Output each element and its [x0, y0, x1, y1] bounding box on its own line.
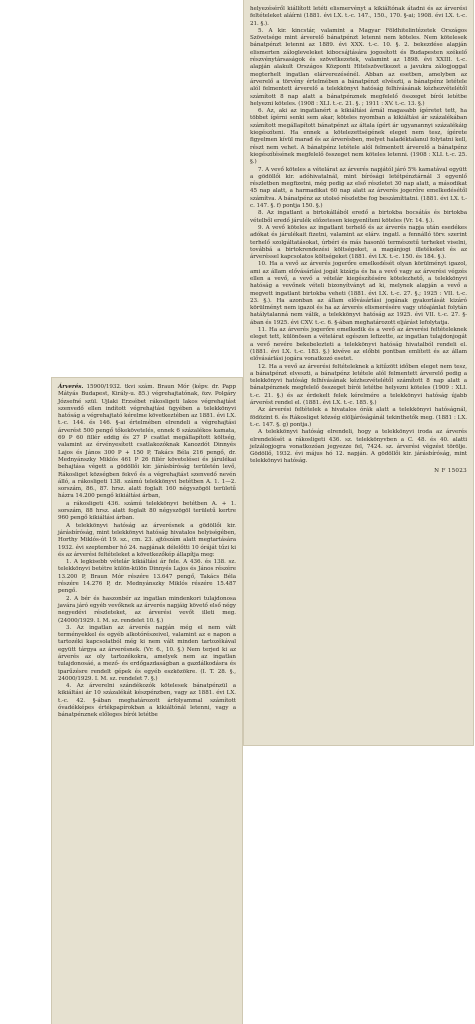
notice-continuation-column: [244, 0, 473, 745]
notice-start-column: [52, 378, 242, 1024]
notice-paragraph: 6. Az, aki az ingatlanért a kikiáltási árnál magasabb ígéretet tett, ha többet ígérni senki sem akar, köteles nyomban a kikiáltási ár százalékában számított megállapított bánatpénzt az általa ígért ár ugyanannyi százalékáig kiegészíteni. Ha ennek a kötelezettségének eleget nem tesz, ígérete figyelmen kívül marad és az árverésben, melyet haladéktalanul folytatni kell, részt nem vehet. A bánatpénz letétele alól felmentett árverelő a bánatpénz kiegészítésének megfelelő összeget nem köteles letenni. (1908 : XLI. t.-c. 25. §.): [250, 108, 467, 166]
notice-paragraph: 12. Ha a vevő az árverési feltételeknek a kitűzött időben eleget nem tesz, a bánatpénzt elveszti, a bánatpénz letétele alól felmentett árverelő pedig a telekkönyvi hatóság felhívásának kézhezvételétől számított 8 nap alatt a bánatpénznek megfelelő összeget bírói letétbe helyezni köteles (1909 : XLI. t.-c. 21. §.) és az érdekelt felek kérelmére a telekkönyvi hatóság újabb árverést rendel el. (1881. évi LX. t.-c. 185. §.): [250, 363, 467, 407]
notice-paragraph: 4. Az árverelni szándékozók kötelesek bánatpénzül a kikiáltási ár 10 százalékát készpénzben, vagy az 1881. évi LX. t.-c. 42. §-ában meghatározott árfolyammal számított óvadékképes értékpapírokban a kikiáltónál letenni, vagy a bánatpénznek előleges bírói letétbe: [58, 683, 236, 719]
notice-paragraph: a rákosligeti 436. számú telekkönyvi betétben A. + 1. sorszám, 88 hrsz. alatt foglalt 80 négyszögöl területű kertre 960 pengő kikiáltási árban.: [58, 500, 236, 522]
notice-paragraph: 9. A vevő köteles az ingatlant terhelő és az árverés napja után esedékes adókat és járulékait fizetni, valamint az elárv. ingatl. a fennálló törv. szerint terhelő szolgáltatásokat, úrbéri és más hasonló természetű terheket viselni, továbbá a birtokrendezési költségeket, a magánjogi illetékeket és az árveréssel kapcsolatos költségeket (1881. évi LX. t.-c. 150. és 184. §.).: [250, 224, 467, 261]
notice-paragraph: 1. A legkisebb vételár kikiáltási ár fele. A 436. és 138. sz. telekkönyvi betétre külön-külön Dinnyés Lajos és János részére 13.200 P, Braun Mór részére 13.647 pengő, Takács Béla részére 14.276 P, dr. Mednyánszky Miklós részére 15.487 pengő.: [58, 559, 236, 595]
notice-paragraph: 5. A kir. kincstár, valamint a Magyar Földhitelintézetek Országos Szövetsége mint árverelő bánatpénzt letenni nem köteles. Nem kötelesek bánatpénzt letenni az 1889. évi XXX. t.-c. 10. §. 2. bekezdése alapján elismerten zálogleveleket kibocsájtására jogosított és Budapesten székelő részvénytársaságok és szövetkezetek, valamint az 1898. évi XXIII. t.-c. alapján alakult Országos Központi Hitelszövetkezet a javukra zálogjoggal megterhelt ingatlan elárverezésénél. Abban az esetben, amelyben az árverelő a törvény értelmében a bánatpénzt elvészti, a bánatpénz letétele alól felmentett árverelő a telekkönyvi hatóság felhívásának kézhezvételétől számított 8 nap alatt a bánatpénznek megfelelő összeget bírói letétbe helyezni köteles. (1908 : XLI. t.-c. 21. §. ; 1911 : XV. t.-c. 13. §.): [250, 27, 467, 107]
notice-left-text: [58, 384, 236, 720]
notice-paragraph: 8. Az ingatlant a birtokállából eredő a birtokba bocsátás és birtokba vételből eredő járulék előzetesen kiegyenlíteni köteles (Vr. 14. §.).: [250, 210, 467, 224]
notice-lead-text: 15900/1932. tkvi szám. Braun Mór (képv. dr. Papp Mátyás Budapest, Király-u. 85.) végrehajtatónak, özv. Polgáry Józsefné szül. Ujlaki Erzsébet rákosligeti lakos végrehajtást szenvedő ellen indított végrehajtási ügyében a telekkönyvi hatóság a végrehajtató kérelme következtében az 1881. évi LX. t.-c. 144. és 146. §-ai értelmében elrendeli a végrehajtási árverést 500 pengő tőkekövetelés, ennek 6 százalékos kamata, 69 P 60 fillér eddig és 27 P csatlat megállapított költség, valamint az érvényesített csatlakozóknak Kanozdót Dinnyés Lajos és János 300 P + 150 P, Takács Béla 216 pengő, dr. Mednyánszky Miklós 461 P 26 fillér követelései és járulékai behajtása végett a gödöllői kir. járásbíróság területén levő, Rákosliget községben fekvő és a végrehajtást szenvedő nevén álló, a rákosligeti 138. számú telekkönyvi betétben A. 1. 1—2. sorszám, 86., 87. hrsz. alatt foglalt 160 négyszögöl területű házra 14.200 pengő kikiáltási árban,: [58, 384, 236, 500]
notice-paragraph: 3. Az ingatlan az árverés napján még el nem vált terményekkel és egyéb alkotórészeivel, valamint az e napon a tartozéki kapcsolatból még ki nem vált minden tartozékával együtt tárgya az árverésnek. (Vr. 6., 10. §.) Nem terjed ki az árverés az oly tartozékokra, amelyek nem az ingatlan tulajdonosáé, a mező- és erdőgazdaságban a gazdálkodásra és iparűzésre rendelt gépek és egyéb eszközökre. (I. T. 28. §., 24000/1929. I. M. sz. rendelet 7. §.): [58, 624, 236, 682]
notice-reference-code: N F 15023: [434, 467, 467, 474]
notice-paragraph: helyezéséről kiállított letéti elismervényt a kikiáltónak átadni és az árverési feltételeket aláírni (1881. évi LX. t.-c. 147., 150., 170. §-ai; 1908. évi LX. t.-c. 21. §.).: [250, 6, 467, 27]
notice-paragraph: A telekkönyvi hatóság elrendeli, hogy a telekkönyvi iroda az árverés elrendelését a rákosligeti 436. sz. telekkönyvben a C. 48. és 40. alatti jelzálogjogra vonatkozóan jegyezze fel, 7424. sz. árverési végzést törölje. Gödöllő, 1932. évi május hó 12. napján. A gödöllői kir. járásbíróság, mint telekkönyvi hatóság.: [250, 429, 467, 465]
notice-right-text: [250, 6, 467, 475]
notice-paragraph: Az árverési feltételek a hivatalos órák alatt a telekkönyvi hatóságnál, födözint 6. és Rákosliget község elöljáróságánál tekinthetők meg. (1881 : LX. t.-c. 147. §. g) pontja.): [250, 407, 467, 428]
notice-lead-paragraph: [58, 384, 236, 501]
notice-paragraph: 10. Ha a vevő az árverés jogerőre emelkedését olyan körülményt igazol, ami az állam elővásárlási jogát kizárja és ha a vevő vagy az árverési végzés ellen a vevő, a vevő a vételár kiegészítésére kötelezhető, a telekkönyvi hatóság a vevőnek vételi bizonyítványt ad ki, melynek alapján a vevő a megvett ingatlant birtokba veheti (1881. évi LX. t.-c. 27. §.; 1925 : VII. t.-c. 23. §.). Ha azonban az állam elővásárlási jogának gyakorlását kizáró körülményt nem igazol és ha az árverés elismerésére vagy utóajánlat folytán hatálytalanná nem válik, a telekkönyvi hatóság az 1925. évi VII. t.-c. 27. §-ában és 1925. évi CXV. t.-c. 6. §-ában meghatározott eljárást lefolytatja.: [250, 261, 467, 326]
notice-paragraph: 7. A vevő köteles a vételárat az árverés napjától járó 5% kamatával együtt a gödöllői kir. adóhivatalnál, mint bírósági letétpénztárnál 3 egyenlő részletben megfizetni, még pedig az első részletet 30 nap alatt, a másodikat 45 nap alatt, a harmadikat 60 nap alatt az árverés jogerőre emelkedésétől számítva. A bánatpénz az utolsó részletbe fog beszámíttatni. (1881. évi LX. t.-c. 147. §. f) pontja 150. §.): [250, 166, 467, 210]
notice-paragraph: 11. Ha az árverés jogerőre emelkedik és a vevő az árverési feltételeknek eleget tett, különösen a vételárat egészen lefizette, az ingatlan tulajdonjogát a vevő nevére bekebelezteti a telekkönyvi hatóság hivatalból rendeli el. (1881. évi LX. t.-c. 183. §.) kivéve az előbbi pontban említett és az állam elővásárlási jogára vonatkozó esetet.: [250, 327, 467, 363]
notice-paragraph: 2. A bér és haszonbér az ingatlan mindenkori tulajdonosa javára járó egyéb vevőknek az árverés napjáig követő első négy negyedévi részleteket, az árverési vevőt illeti meg. (24000/1929. I. M. sz. rendelet 10. §.): [58, 595, 236, 624]
notice-heading: Árverés.: [58, 384, 84, 390]
notice-paragraph: A telekkönyvi hatóság az árverésnek a gödöllői kir. járásbíróság, mint telekkönyvi hatóság hivatalos helyiségében, Horthy Miklós-út 19. sz., cm. 23. ajtószám alatt megtartására 1932. évi szeptember hó 24. napjának délelőtti 10 óráját tűzi ki és az árverési feltételeket a következőkép állapítja meg:: [58, 522, 236, 558]
